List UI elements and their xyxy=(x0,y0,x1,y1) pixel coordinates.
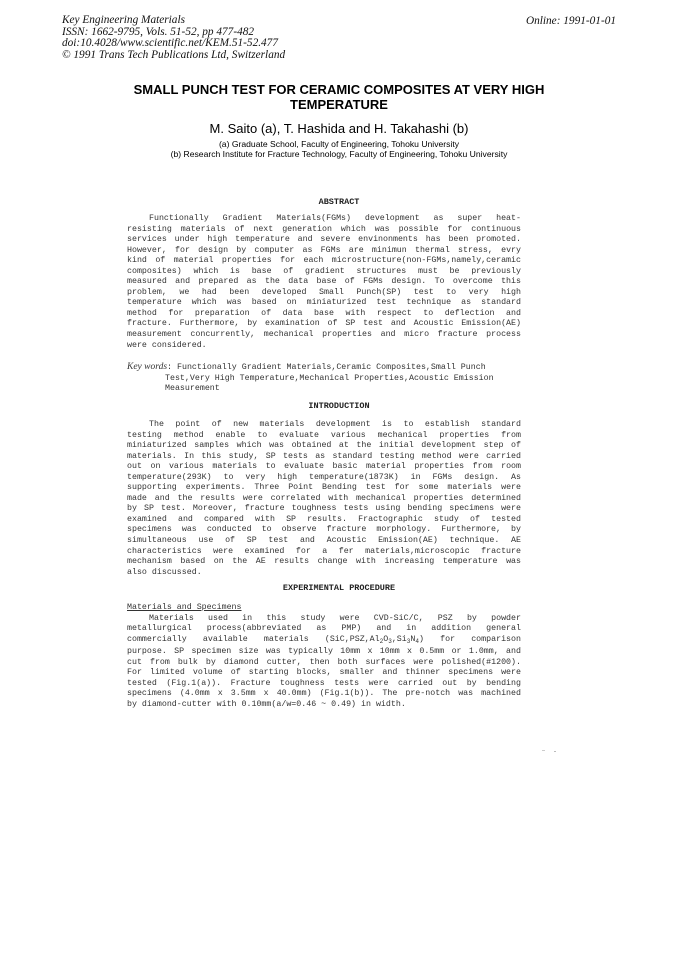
introduction-heading: INTRODUCTION xyxy=(308,401,370,411)
intro-line: temperature(293K) to very high temperature(1873K) in FGMs design. As xyxy=(127,472,521,482)
materials-subheading: Materials and Specimens xyxy=(127,603,242,612)
authors: M. Saito (a), T. Hashida and H. Takahashi (b) xyxy=(209,121,469,136)
abstract-line: problem, we had been developed Small Punch(SP) test to very high xyxy=(127,287,521,297)
abstract-line: were considered. xyxy=(127,340,207,350)
exp-line: metallurgical process(abbreviated as PMP) and in addition general xyxy=(127,624,521,634)
exp-line: For limited volume of starting blocks, smaller and thinner specimens were xyxy=(127,668,521,678)
title-line-1: SMALL PUNCH TEST FOR CERAMIC COMPOSITES AT VERY HIGH xyxy=(133,82,545,97)
intro-line: by SP test. Moreover, fracture toughness tests using bending specimens were xyxy=(127,504,521,514)
keywords-label: Key words xyxy=(127,362,168,372)
title-line-2: TEMPERATURE xyxy=(290,97,388,112)
abstract-line: method for preparation of data base with respect to deflection and xyxy=(127,308,521,318)
abstract-line: measurement concurrently, mechanical properties and micro fracture process xyxy=(127,330,521,340)
abstract-line: temperature which was based on miniaturized test technique as standard xyxy=(127,298,521,308)
exp-line-formula: commercially available materials $(SiC,PSZ,Al_2O_3,Si_3N_4)$ for comparison xyxy=(127,634,521,645)
intro-line: examined and compared with SP results. Fractographic study of tested xyxy=(127,514,521,524)
copyright: © 1991 Trans Tech Publications Ltd, Switzerland xyxy=(62,48,286,61)
abstract-line: kind of material properties for each microstructure(non-FGMs,namely,ceramic xyxy=(127,256,521,266)
experimental-body xyxy=(127,603,521,710)
scan-artifact xyxy=(542,750,545,751)
issn: ISSN: 1662-9795, Vols. 51-52, pp 477-482 xyxy=(62,25,255,38)
abstract-heading: ABSTRACT xyxy=(318,197,360,207)
experimental-heading: EXPERIMENTAL PROCEDURE xyxy=(282,583,396,593)
exp-line: purpose. SP specimen size was typically 10mm x 10mm x 0.5mm or 1.0mm, and xyxy=(127,647,521,657)
exp-line: cut from bulk by diamond cutter, then both surfaces were polished(#1200). xyxy=(127,657,521,667)
abstract-line: However, for design by computer as FGMs are minimun thermal stress, evry xyxy=(127,245,521,255)
intro-line: made and the results were correlated with mechanical properties determined xyxy=(127,493,521,503)
keywords-line-1: Key words: Functionally Gradient Materials,Ceramic Composites,Small Punch xyxy=(127,362,486,372)
intro-line: specimens was conducted to observe fracture morphology. Furthermore, by xyxy=(127,525,521,535)
online-date: Online: 1991-01-01 xyxy=(525,15,616,27)
abstract-body xyxy=(127,214,521,351)
intro-line: mechanism based on the AE results change with increasing temperature was xyxy=(127,557,521,567)
abstract-line: composites) which is base of gradient structures must be previously xyxy=(127,266,521,276)
exp-line: specimens (4.0mm x 3.5mm x 40.0mm) (Fig.1(b)). The pre-notch was machined xyxy=(127,689,521,699)
abstract-line: fracture. Furthermore, by examination of SP test and Acoustic Emission(AE) xyxy=(127,319,521,329)
intro-line: testing method enable to evaluate various mechanical properties from xyxy=(127,430,521,440)
keywords-line-3: Measurement xyxy=(165,384,220,394)
affiliation-a: (a) Graduate School, Faculty of Engineering, Tohoku University xyxy=(218,139,460,149)
affiliation-b: (b) Research Institute for Fracture Technology, Faculty of Engineering, Tohoku University xyxy=(170,149,508,159)
intro-line: supporting experiments. Three Point Bending test for some materials were xyxy=(127,483,521,493)
intro-line: characteristics were examined for a fer materials,microscopic fracture xyxy=(127,546,521,556)
exp-line: Materials used in this study were CVD-SiC/C, PSZ by powder xyxy=(149,613,521,623)
intro-line: also discussed. xyxy=(127,567,202,577)
intro-line: materials. In this study, SP tests as standard testing method were carried xyxy=(127,451,521,461)
scan-artifact xyxy=(554,751,556,752)
abstract-line: Functionally Gradient Materials(FGMs) development as super heat- xyxy=(149,214,521,223)
intro-line: miniaturized samples which was obtained at the initial development step of xyxy=(127,441,521,451)
abstract-line: resisting materials of next generation which was possible for continuous xyxy=(127,224,521,234)
exp-line: tested (Fig.1(a)). Fracture toughness tests were carried out by bending xyxy=(127,678,521,688)
intro-line: simultaneous use of SP test and Acoustic Emission(AE) technique. AE xyxy=(127,536,521,546)
abstract-line: services under high temperature and severe envinonments has been promoted. xyxy=(127,235,521,245)
journal-name: Key Engineering Materials xyxy=(62,14,185,26)
doi: doi:10.4028/www.scientific.net/KEM.51-52.477 xyxy=(62,37,278,50)
journal-header xyxy=(62,15,285,61)
keywords xyxy=(127,362,521,395)
abstract-line: measured and prepared as the data base of FGMs design. To overcome this xyxy=(127,277,521,287)
paper-title xyxy=(0,82,678,112)
intro-line: out on various materials to evaluate basic material properties from room xyxy=(127,462,521,472)
intro-line: The point of new materials development is to establish standard xyxy=(149,420,521,429)
introduction-body xyxy=(127,420,521,578)
keywords-line-2: Test,Very High Temperature,Mechanical Properties,Acoustic Emission xyxy=(165,373,494,383)
exp-line: by diamond-cutter with 0.10mm(a/w=0.46 ~ 0.49) in width. xyxy=(127,699,406,709)
